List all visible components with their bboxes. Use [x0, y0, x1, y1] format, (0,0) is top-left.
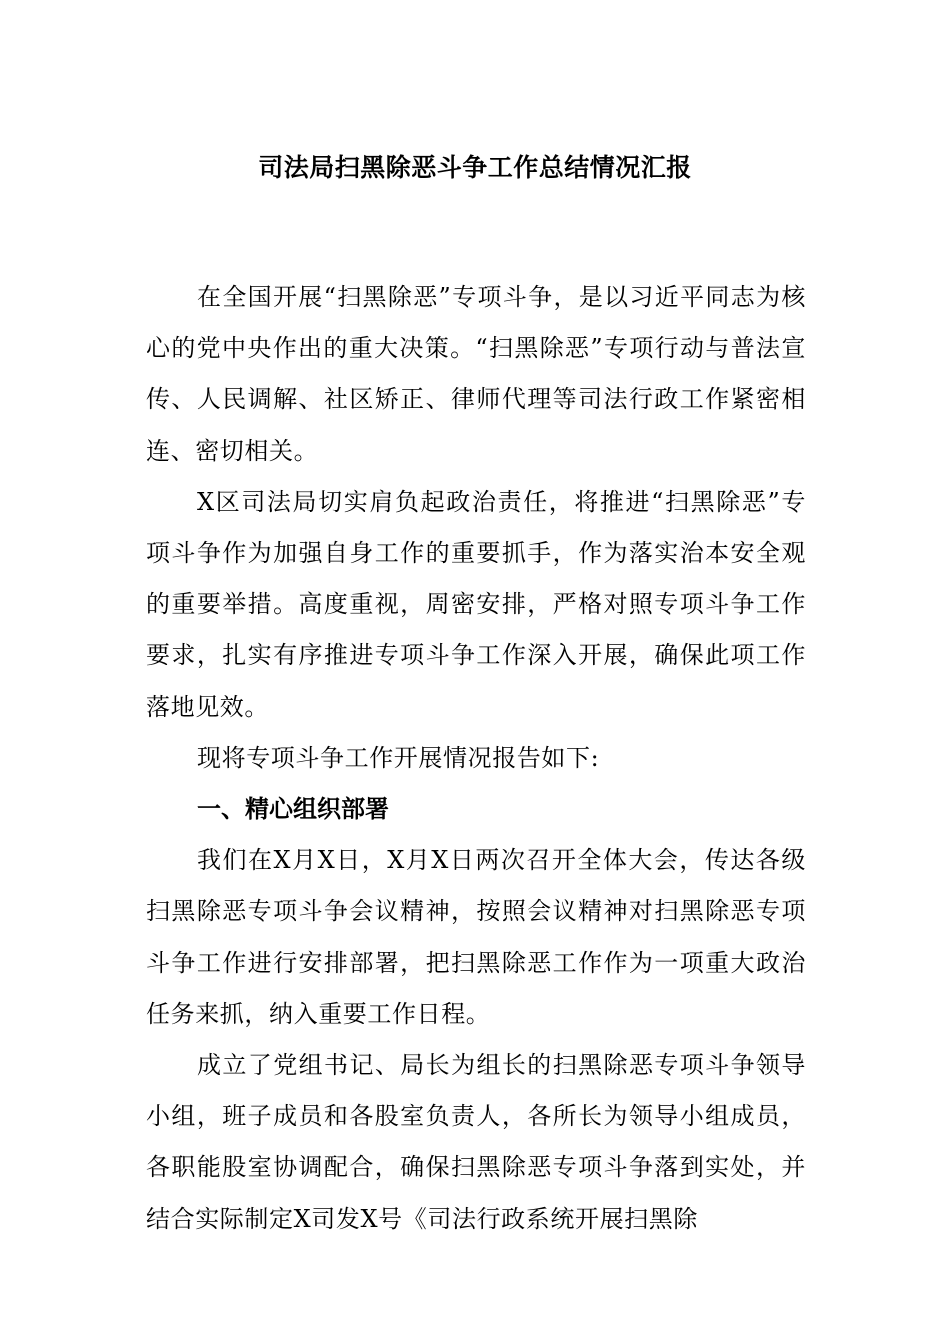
document-body	[146, 272, 806, 1245]
section-heading-1: 一、精心组织部署	[197, 795, 389, 824]
paragraph-report-lead: 现将专项斗争工作开展情况报告如下:	[197, 743, 600, 772]
paragraph-meetings: 我们在X月X日，X月X日两次召开全体大会，传达各级扫黑除恶专项斗争会议精神，按照会议精神对扫黑除恶专项斗争工作进行安排部署，把扫黑除恶工作作为一项重大政治任务来抓，纳入重要工作日程。	[146, 846, 806, 1028]
paragraph-intro: 在全国开展“扫黑除恶”专项斗争，是以习近平同志为核心的党中央作出的重大决策。“扫黑除恶”专项行动与普法宣传、人民调解、社区矫正、律师代理等司法行政工作紧密相连、密切相关。	[146, 283, 806, 465]
paragraph-responsibility: X区司法局切实肩负起政治责任，将推进“扫黑除恶”专项斗争作为加强自身工作的重要抓手，作为落实治本安全观的重要举措。高度重视，周密安排，严格对照专项斗争工作要求，扎实有序推进专项斗争工作深入开展，确保此项工作落地见效。	[146, 487, 806, 721]
document-title: 司法局扫黑除恶斗争工作总结情况汇报	[258, 153, 692, 182]
paragraph-leading-group: 成立了党组书记、局长为组长的扫黑除恶专项斗争领导小组，班子成员和各股室负责人，各所长为领导小组成员，各职能股室协调配合，确保扫黑除恶专项斗争落到实处，并结合实际制定X司发X号《司法行政系统开展扫黑除	[146, 1051, 806, 1233]
